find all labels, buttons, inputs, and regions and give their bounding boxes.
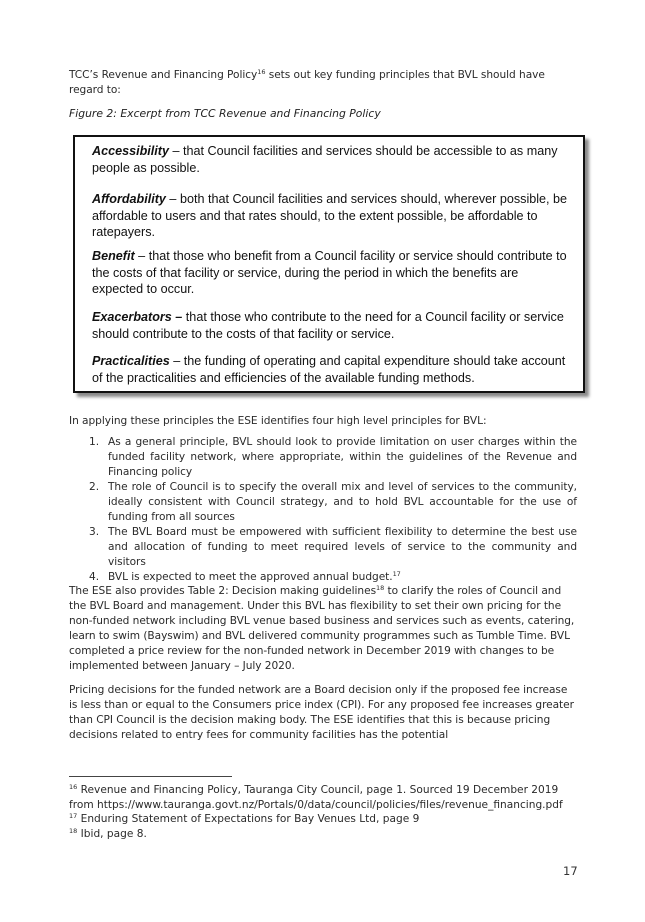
footnote-divider — [69, 776, 232, 777]
figure-item-practicalities: Practicalities – the funding of operating and capital expenditure should take account of the practicalities and efficiencies of the available funding methods. — [92, 354, 566, 385]
list-item: 3. The BVL Board must be empowered with sufficient flexibility to determine the best use and allocation of funding to meet required levels of service to the community and visitors — [89, 526, 577, 568]
intro-paragraph: TCC’s Revenue and Financing Policy$^{16}$ sets out key funding principles that BVL should have regard to: — [69, 68, 545, 96]
policy-excerpt-figure — [73, 135, 585, 393]
footnotes — [69, 783, 577, 841]
footnote-17: $^{17}$ Enduring Statement of Expectations for Bay Venues Ltd, page 9 — [69, 812, 420, 826]
list-item: 2. The role of Council is to specify the overall mix and level of services to the community, ideally consistent with Council strategy, and to hold BVL accountable for the use of funding from all sources — [89, 481, 577, 523]
footnote-ref-17: 17 — [392, 570, 401, 578]
figure-item-affordability: Affordability – both that Council facilities and services should, wherever possible, be affordable to users and that rates should, to the extent possible, be affordable to ratepayers. — [92, 192, 568, 240]
principles-list — [69, 435, 577, 585]
page-number: 17 — [563, 864, 578, 878]
pricing-decisions-paragraph: Pricing decisions for the funded network are a Board decision only if the proposed fee increase is less than or equal to the Consumers price index (CPI). For any proposed fee increases greater than CPI Council is the decision making body. The ESE identifies that this is because pricing decisions related to entry fees for community facilities has the potential — [69, 684, 574, 741]
footnote-ref-18: 18 — [376, 584, 385, 592]
decision-guidelines-paragraph: The ESE also provides Table 2: Decision making guidelines$^{18}$ to clarify the roles of Council and the BVL Board and management. Under this BVL has flexibility to set their own pricing for the non-funded network including BVL venue based business and services such as events, catering, learn to swim (Bayswim) and BVL delivered community programmes such as Tumble Time. BVL completed a price review for the non-funded network in December 2019 with changes to be implemented between January – July 2020. — [69, 584, 575, 672]
footnote-ref-16: 16 — [257, 68, 266, 76]
figure-item-exacerbators: Exacerbators – that those who contribute to the need for a Council facility or service should contribute to the costs of that facility or service. — [92, 310, 564, 341]
list-item: 4. BVL is expected to meet the approved annual budget.$^{17}$ — [89, 570, 401, 583]
applying-paragraph: In applying these principles the ESE identifies four high level principles for BVL: — [69, 415, 487, 427]
figure-caption: Figure 2: Excerpt from TCC Revenue and Financing Policy — [69, 107, 381, 120]
footnote-18: $^{18}$ Ibid, page 8. — [69, 826, 147, 840]
footnote-16: $^{16}$ Revenue and Financing Policy, Tauranga City Council, page 1. Sourced 19 December 2019 from https://www.tauranga.govt.nz/Portals/0/data/council/policies/files/revenue_financing.pdf — [69, 783, 563, 811]
figure-item-benefit: Benefit – that those who benefit from a Council facility or service should contribute to the costs of that facility or service, during the period in which the benefits are expected to occur. — [92, 249, 567, 297]
figure-item-accessibility: Accessibility – that Council facilities and services should be accessible to as many people as possible. — [92, 144, 558, 175]
list-item: 1. As a general principle, BVL should look to provide limitation on user charges within the funded facility network, where appropriate, within the guidelines of the Revenue and Financing policy — [89, 436, 577, 478]
